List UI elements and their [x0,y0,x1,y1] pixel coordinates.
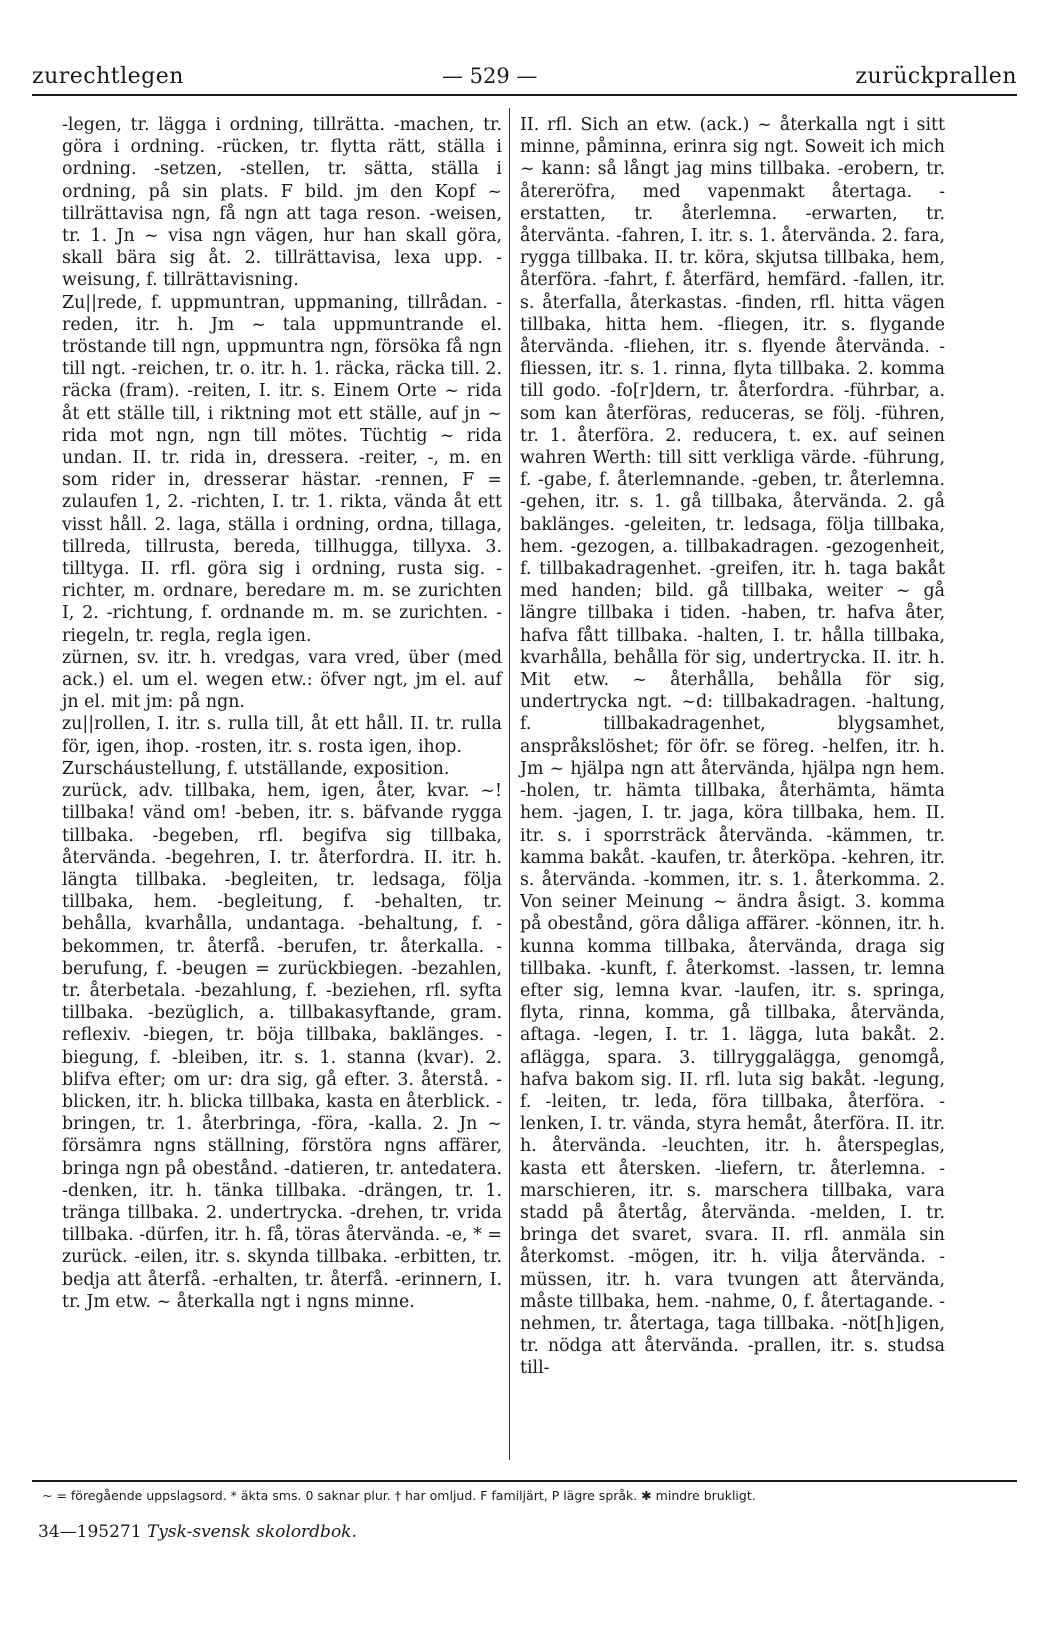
entry-zurede: Zu||rede, f. uppmuntran, uppmaning, tillrådan. -reden, itr. h. Jm ~ tala uppmuntrande el. tröstande till ngn, uppmuntra ngn, försöka få ngn till ngt. -reichen, tr. o. itr. h. 1. räcka, räcka till. 2. räcka (fram). -reiten, I. itr. s. Einem Orte ~ rida åt ett ställe till, i riktning mot ett ställe, auf jn ~ rida mot ngn, ngn till mötes. Tüchtig ~ rida undan. II. tr. rida in, dressera. -reiter, -, m. en som rider in, dresserar hästar. -rennen, F = zulaufen 1, 2. -richten, I. tr. 1. rikta, vända åt ett visst håll. 2. laga, ställa i ordning, ordna, tillaga, tillreda, tillrusta, bereda, tillhugga, tillyxa. 3. tilltyga. II. rfl. göra sig i ordning, rusta sig. -richter, m. ordnare, beredare m. m. se zurichten I, 2. -richtung, f. ordnande m. m. se zurichten. -riegeln, tr. regla, regla igen. [62,292,502,646]
entry-zurueck: zurück, adv. tillbaka, hem, igen, åter, kvar. ~! tillbaka! vänd om! -beben, itr. s. bäfvande rygga tillbaka. -begeben, rfl. begifva sig tillbaka, återvända. -begehren, I. tr. återfordra. II. itr. h. längta tillbaka. -begleiten, tr. ledsaga, följa tillbaka, hem. -begleitung, f. -behalten, tr. behålla, kvarhålla, undantaga. -behaltung, f. -bekommen, tr. återfå. -berufen, tr. återkalla. -berufung, f. -beugen = zurückbiegen. -bezahlen, tr. återbetala. -bezahlung, f. -beziehen, rfl. syfta tillbaka. -bezüglich, a. tillbakasyftande, gram. reflexiv. -biegen, tr. böja tillbaka, baklänges. -biegung, f. -bleiben, itr. s. 1. stanna (kvar). 2. blifva efter; om ur: dra sig, gå efter. 3. återstå. -blicken, itr. h. blicka tillbaka, kasta en återblick. -bringen, tr. 1. återbringa, -föra, -kalla. 2. Jn ~ försämra ngns ställning, förstöra ngns affärer, bringa ngn på obestånd. -datieren, tr. antedatera. -denken, itr. h. tänka tillbaka. -drängen, tr. 1. tränga tillbaka. 2. undertrycka. -drehen, tr. vrida tillbaka. -dürfen, itr. h. få, töras återvända. -e, * = zurück. -eilen, itr. s. skynda tillbaka. -erbitten, tr. bedja att återfå. -erhalten, tr. återfå. -erinnern, I. tr. Jm etw. ~ återkalla ngt i ngns minne. [62,781,502,1312]
entry-zuernen: zürnen, sv. itr. h. vredgas, vara vred, über (med ack.) el. um el. wegen etw.: öfver ngt, jm el. auf jn el. mit jm: på ngn. [62,647,502,713]
column-divider [509,108,510,1460]
entry-zurueck-continued: II. rfl. Sich an etw. (ack.) ~ återkalla ngt i sitt minne, påminna, erinra sig ngt. Soweit ich mich ~ kann: så långt jag mins tillbaka. -erobern, tr. återeröfra, med vapenmakt återtaga. -erstatten, tr. återlemna. -erwarten, tr. återvänta. -fahren, I. itr. s. 1. återvända. 2. fara, rygga tillbaka. II. tr. köra, skjutsa tillbaka, hem, återföra. -fahrt, f. återfärd, hemfärd. -fallen, itr. s. återfalla, återkastas. -finden, rfl. hitta vägen tillbaka, hitta hem. -fliegen, itr. s. flygande återvända. -fliehen, itr. s. flyende återvända. -fliessen, itr. s. 1. rinna, flyta tillbaka. 2. komma till godo. -fo[r]dern, tr. återfordra. -führbar, a. som kan återföras, reduceras, se följ. -führen, tr. 1. återföra. 2. reducera, t. ex. auf seinen wahren Werth: till sitt verkliga värde. -führung, f. -gabe, f. återlemnande. -geben, tr. återlemna. -gehen, itr. s. 1. gå tillbaka, återvända. 2. gå baklänges. -geleiten, tr. ledsaga, följa tillbaka, hem. -gezogen, a. tillbakadragen. -gezogenheit, f. tillbakadragenhet. -greifen, itr. h. taga bakåt med handen; bild. gå tillbaka, weiter ~ gå längre tillbaka i tiden. -haben, tr. hafva åter, hafva fått tillbaka. -halten, I. tr. hålla tillbaka, kvarhålla, behålla för sig, undertrycka. II. itr. h. Mit etw. ~ återhålla, behålla för sig, undertrycka ngt. ~d: tillbakadragen. -haltung, f. tillbakadragenhet, blygsamhet, anspråkslöshet; för öfr. se föreg. -helfen, itr. h. Jm ~ hjälpa ngn att återvända, hjälpa ngn hem. -holen, tr. hämta tillbaka, återhämta, hämta hem. -jagen, I. tr. jaga, köra tillbaka, hem. II. itr. s. i sporrsträck återvända. -kämmen, tr. kamma bakåt. -kaufen, tr. återköpa. -kehren, itr. s. återvända. -kommen, itr. s. 1. återkomma. 2. Von seiner Meinung ~ ändra åsigt. 3. komma på obestånd, göra dåliga affärer. -können, itr. h. kunna komma tillbaka, återvända, draga sig tillbaka. -kunft, f. återkomst. -lassen, tr. lemna efter sig, lemna kvar. -laufen, itr. s. springa, flyta, rinna, komma, gå tillbaka, återvända, aftaga. -legen, I. tr. 1. lägga, luta bakåt. 2. aflägga, spara. 3. tillryggalägga, genomgå, hafva bakom sig. II. rfl. luta sig bakåt. -legung, f. -leiten, tr. leda, föra tillbaka, återföra. -lenken, I. tr. vända, styra hemåt, återföra. II. itr. h. återvända. -leuchten, itr. h. återspeglas, kasta ett återsken. -liefern, tr. återlemna. -marschieren, itr. s. marschera tillbaka, vara stadd på återtåg, återvända. -melden, I. tr. bringa det svaret, svara. II. rfl. anmäla sin återkomst. -mögen, itr. h. vilja återvända. -müssen, itr. h. vara tvungen att återvända, måste tillbaka, hem. -nahme, 0, f. återtagande. -nehmen, tr. återtaga, taga tillbaka. -nöt[h]igen, tr. nödga att återvända. -prallen, itr. s. studsa till- [520,115,945,1379]
right-column [520,114,945,1380]
entry-zurollen: zu||rollen, I. itr. s. rulla till, åt ett håll. II. tr. rulla för, igen, ihop. -rosten, itr. s. rosta igen, ihop. [62,714,502,757]
left-column [62,114,502,1313]
page-header [32,62,1017,96]
footer-rule [32,1480,1017,1482]
header-last-headword: zurückprallen [855,64,1017,89]
entry-zurschaustellung: Zurscháustellung, f. utställande, exposition. [62,758,450,779]
abbreviation-legend: ~ = föregående uppslagsord. * äkta sms. 0 saknar plur. † har omljud. F familjärt, P lägre språk. ✱ mindre brukligt. [42,1488,756,1503]
header-first-headword: zurechtlegen [32,64,184,89]
entry-zurechtlegen: -legen, tr. lägga i ordning, tillrätta. -machen, tr. göra i ordning. -rücken, tr. flytta rätt, ställa i ordning. -setzen, -stellen, tr. sätta, ställa i ordning, på sin plats. F bild. jm den Kopf ~ tillrättavisa ngn, få ngn att taga reson. -weisen, tr. 1. Jn ~ visa ngn vägen, hur han skall göra, skall bära sig åt. 2. tillrättavisa, lexa upp. -weisung, f. tillrättavisning. [62,115,502,291]
signature-number: 34—195271 [38,1522,142,1542]
printer-signature [38,1522,357,1542]
signature-title: Tysk-svensk skolordbok. [146,1522,357,1542]
page-number: — 529 — [442,64,538,88]
header-rule [32,94,1017,96]
